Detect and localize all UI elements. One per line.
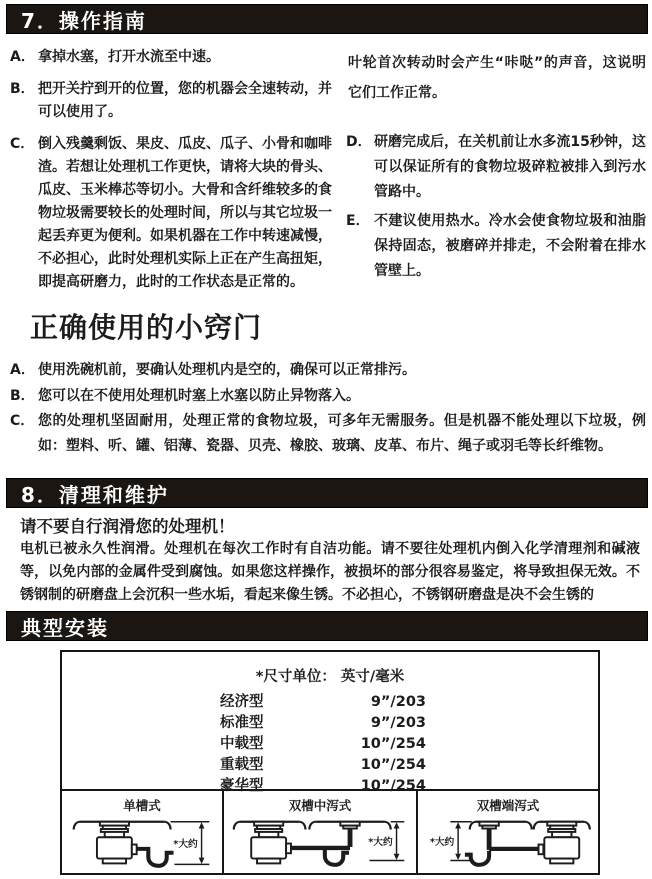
section7-content — [10, 46, 646, 303]
item-text: 使用洗碗机前，要确认处理机内是空的，确保可以正常排污。 — [38, 362, 416, 378]
model-size: 9”/203 — [370, 715, 426, 731]
single-sink-diagram — [63, 814, 221, 876]
model-name: 重载型 — [220, 757, 264, 773]
item-label: C． — [10, 136, 35, 152]
table-row — [220, 755, 426, 776]
model-size: 9”/203 — [370, 694, 426, 710]
drain-pipe — [489, 845, 543, 855]
tips-item-b — [10, 384, 646, 409]
item-label: B． — [10, 81, 35, 97]
dim-label: *大约 — [173, 838, 198, 850]
tips-list — [10, 358, 646, 459]
item-text: 您的处理机坚固耐用，处理正常的食物垃圾，可多年无需服务。但是机器不能处理以下垃圾，例如：塑料、听、罐、铝薄、瓷器、贝壳、橡胶、玻璃、皮革、布片、绳子或羽毛等长纤维物。 — [38, 413, 646, 454]
item-text: 不建议使用热水。冷水会使食物垃圾和油脂保持固态，被磨碎并排走，不会附着在排水管壁上。 — [374, 213, 646, 279]
section8-header-bar — [6, 478, 648, 508]
double-sink-center-diagram — [225, 814, 415, 876]
dimension-arrow — [171, 822, 210, 865]
section8-body: 电机已被永久性润滑。处理机在每次工作时有自洁功能。请不要往处理机内倒入化学清理剂和碱液等，以免内部的金属件受到腐蚀。如果您这样操作，被损坏的部分很容易鉴定，将导致担保无效。不锈钢制的研磨盘上会沉积一些水垢，看起来像生锈。不必担心，不锈钢研磨盘是决不会生锈的 — [20, 541, 640, 603]
item-text: 把开关拧到开的位置，您的机器会全速转动，并可以使用了。 — [38, 81, 332, 120]
model-name: 经济型 — [220, 694, 264, 710]
section7-left-column — [10, 46, 332, 303]
installation-header-bar — [6, 611, 648, 641]
panel-label: 双槽端泻式 — [476, 798, 540, 813]
list-item-c — [10, 133, 332, 294]
model-size: 10”/254 — [360, 736, 426, 752]
model-size: 10”/254 — [360, 778, 426, 794]
tips-item-a — [10, 358, 646, 383]
dim-label: *大约 — [429, 837, 455, 848]
size-table — [62, 652, 598, 794]
list-item-d — [346, 130, 646, 205]
p-trap — [465, 851, 489, 865]
model-name: 豪华型 — [220, 778, 264, 794]
tips-title: 正确使用的小窍门 — [30, 311, 263, 344]
size-rows — [220, 692, 426, 797]
table-row — [220, 734, 426, 755]
item-label: B． — [10, 387, 35, 404]
table-row — [220, 713, 426, 734]
panel-double-sink-end — [418, 791, 598, 873]
installation-title: 典型安装 — [21, 615, 109, 640]
disposal-unit — [544, 822, 579, 864]
item-text: 您可以在不使用处理机时塞上水塞以防止异物落入。 — [38, 387, 360, 404]
panel-single-sink — [62, 791, 224, 873]
panel-label: 单槽式 — [123, 798, 161, 813]
model-size: 10”/254 — [360, 757, 426, 773]
item-label: C． — [10, 413, 35, 429]
disposal-unit — [97, 822, 132, 864]
item-text: 拿掉水塞，打开水流至中速。 — [38, 49, 220, 65]
item-label: E． — [346, 213, 370, 229]
tailpiece — [479, 822, 498, 850]
p-trap — [132, 845, 174, 866]
list-item-b — [10, 78, 332, 124]
section7-title: 7．操作指南 — [21, 8, 147, 33]
dimension-arrow — [368, 822, 404, 861]
model-name: 标准型 — [220, 715, 264, 731]
list-item-e — [346, 209, 646, 284]
section7-header-bar — [6, 4, 648, 34]
item-text: 研磨完成后，在关机前让水多流15秒钟，这可以保证所有的食物垃圾碎粒被排入到污水管路中。 — [374, 134, 646, 200]
section8-title: 8．清理和维护 — [21, 482, 169, 507]
disposal-unit — [251, 822, 286, 864]
tailpiece — [340, 822, 359, 847]
panel-double-sink-center — [224, 791, 418, 873]
list-item-a — [10, 46, 332, 69]
size-unit-header: *尺寸单位： 英寸/毫米 — [255, 669, 405, 685]
item-label: A． — [10, 362, 35, 378]
impeller-note: 叶轮首次转动时会产生“咔哒”的声音，这说明它们工作正常。 — [348, 55, 646, 101]
item-label: A． — [10, 49, 35, 65]
table-row — [220, 692, 426, 713]
panel-label: 双槽中泻式 — [288, 798, 352, 813]
double-sink-end-diagram — [420, 814, 596, 876]
section8-subtitle: 请不要自行润滑您的处理机！ — [20, 517, 235, 536]
drain-pipe — [286, 844, 350, 854]
model-name: 中载型 — [220, 736, 264, 752]
p-trap — [325, 848, 349, 865]
tips-item-c — [10, 409, 646, 458]
item-label: D． — [346, 134, 372, 150]
installation-panels — [62, 789, 598, 873]
section7-right-column — [346, 46, 646, 303]
installation-box — [60, 650, 600, 875]
dim-label: *大约 — [368, 837, 393, 848]
item-text: 倒入残羹剩饭、果皮、瓜皮、瓜子、小骨和咖啡渣。若想让处理机工作更快，请将大块的骨头、瓜皮、玉米棒芯等切小。大骨和含纤维较多的食物垃圾需要较长的处理时间，所以与其它垃圾一起丢弃更为便利。如果机器在工作中转速减慢，不必担心，此时处理机实际上正在产生高扭矩，即提高研磨力，此时的工作状态是正常的。 — [38, 136, 332, 290]
